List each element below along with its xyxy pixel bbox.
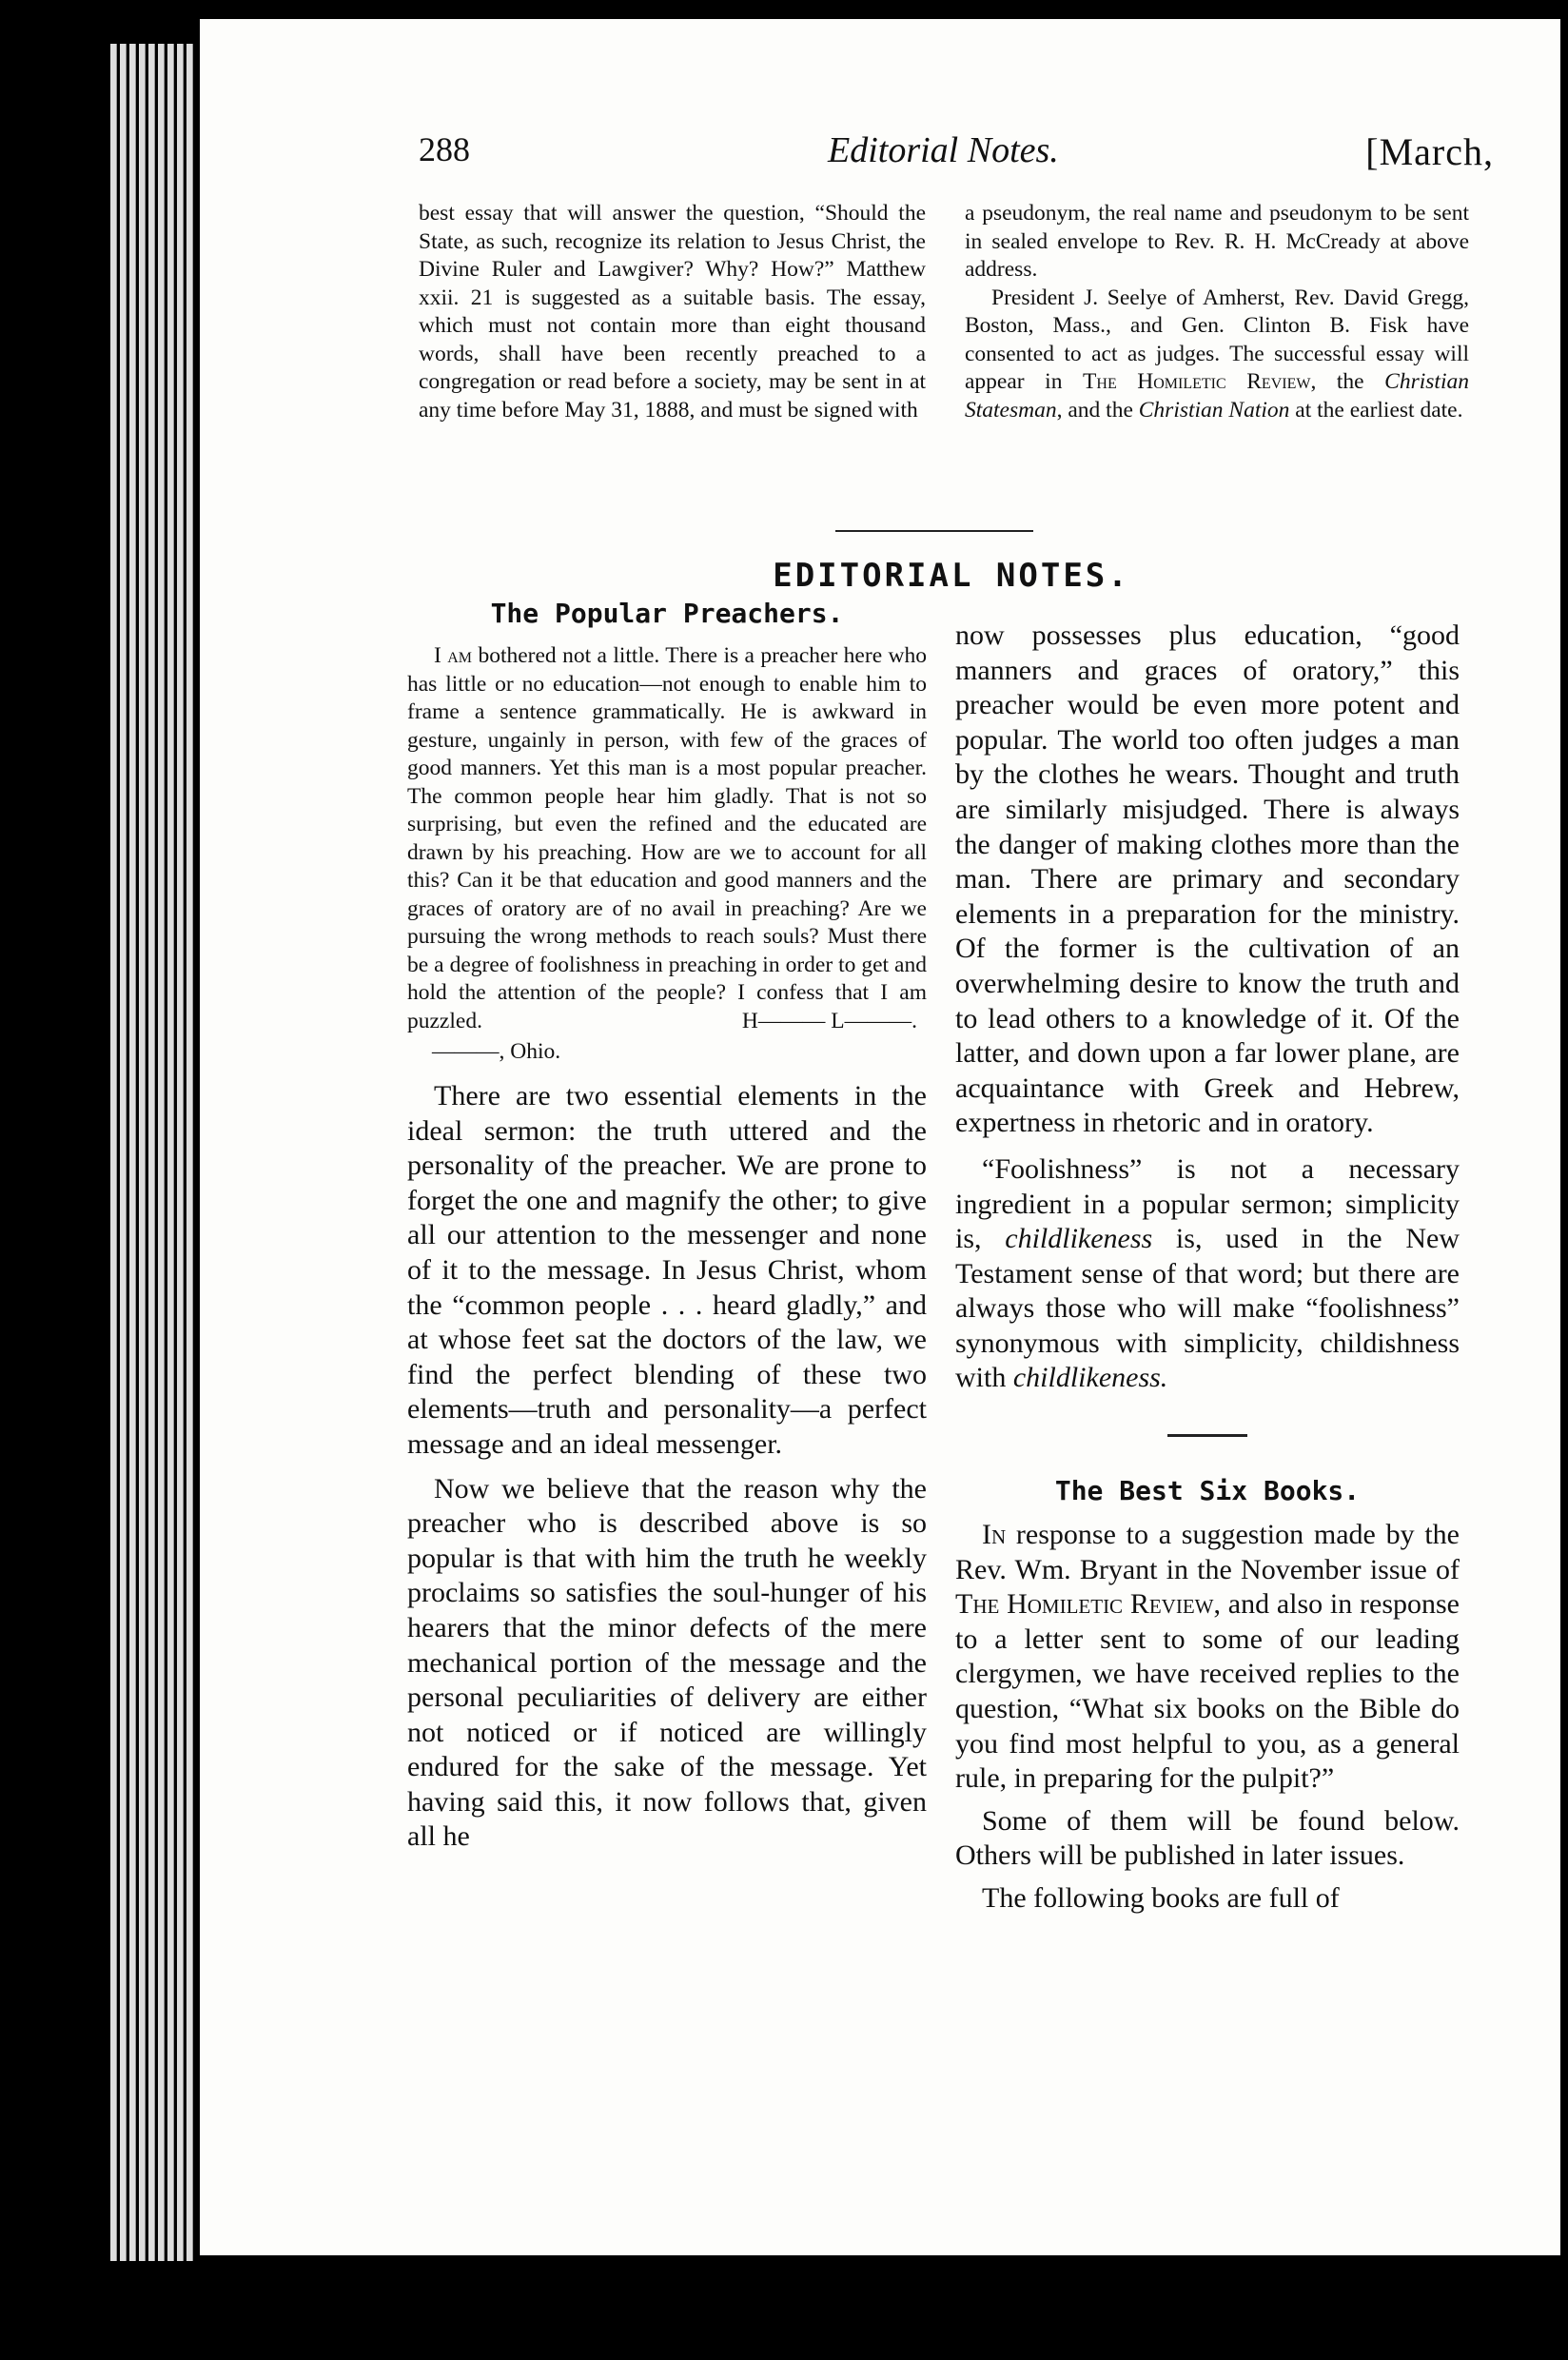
reader-letter: I am bothered not a little. There is a preacher here who has little or no education—not enough to enable him to frame a sentence grammatically. He is awkward in gesture, ungainly in person, with few of the graces of good manners. Yet this man is a most popular preacher. The common people hear him gladly. That is not so surprising, but even the refined and the educated are drawn by his preaching. How are we to account for all this? Can it be that education and good manners and the graces of oratory are of no avail in preaching? Are we pursuing the wrong methods to reach souls? Must there be a degree of foolishness in preaching in order to get and hold the attention of the people? I confess that I am puzzled. bbox=[407, 643, 927, 1033]
right-column bbox=[955, 619, 1460, 1917]
popular-reason-paragraph: Now we believe that the reason why the preacher who is described above is so popular is that with him the truth he weekly proclaims so satisfies the soul-hunger of his hearers that the minor defects of the mere mechanical portion of the message and the personal peculiarities of delivery are either not noticed or if noticed are willingly endured for the sake of the message. Yet having said this, it now follows that, given all he bbox=[407, 1472, 927, 1853]
letter-location: ———, Ohio. bbox=[432, 1038, 561, 1064]
top-right-column bbox=[965, 200, 1469, 424]
foolishness-paragraph: “Foolishness” is not a necessary ingredient in a popular sermon; simplicity is, childlikeness is, used in the New Testament sense of that word; but there are always those who will make “foolishness” synonymous with simplicity, childishness with childlikeness. bbox=[955, 1152, 1460, 1394]
subsection-rule bbox=[1167, 1434, 1247, 1437]
section-rule bbox=[835, 530, 1033, 532]
running-title: Editorial Notes. bbox=[828, 130, 1059, 170]
running-header bbox=[419, 122, 1494, 188]
following-books-paragraph: The following books are full of bbox=[982, 1882, 1340, 1914]
popular-preachers-title: The Popular Preachers. bbox=[490, 598, 844, 629]
running-month: [March, bbox=[1365, 130, 1494, 173]
continuation-paragraph: now possesses plus education, “good manners and graces of oratory,” this preacher would be even more potent and popular. The world too often judges a man by the clothes he wears. Thought and truth are similarly misjudged. There is always the danger of making clothes more than the man. There are primary and secondary elements in a preparation for the ministry. Of the former is the cultivation of an overwhelming desire to know the truth and to lead others to a knowledge of it. Of the latter, and down upon a far lower plane, are acquaintance with Greek and Hebrew, expertness in rhetoric and in oratory. bbox=[955, 620, 1460, 1139]
letter-signature: H——— L———. bbox=[741, 1009, 917, 1033]
replies-paragraph: Some of them will be found below. Others will be published in later issues. bbox=[955, 1804, 1460, 1872]
books-request-paragraph: In response to a suggestion made by the Rev. Wm. Bryant in the November issue of The Homiletic Review, and also in response to a letter sent to some of our leading clergymen, we have received replies to the question, “What six books on the Bible do you find most helpful to you, as a general rule, in preparing for the pulpit?” bbox=[955, 1519, 1460, 1795]
best-six-books-title: The Best Six Books. bbox=[1054, 1475, 1361, 1507]
page-number: 288 bbox=[419, 130, 470, 168]
pseudonym-paragraph: a pseudonym, the real name and pseudonym to be sent in sealed envelope to Rev. R. H. McCready at above address. bbox=[965, 201, 1469, 282]
left-column bbox=[407, 598, 927, 1855]
judges-paragraph: President J. Seelye of Amherst, Rev. David Gregg, Boston, Mass., and Gen. Clinton B. Fisk have consented to act as judges. The successful essay will appear in The Homiletic Review, the Christian Statesman, and the Christian Nation at the earliest date. bbox=[965, 285, 1469, 423]
ideal-sermon-paragraph: There are two essential elements in the ideal sermon: the truth uttered and the personality of the preacher. We are prone to forget the one and magnify the other; to give all our attention to the messenger and none of it to the message. In Jesus Christ, whom the “common people . . . heard gladly,” and at whose feet sat the doctors of the law, we find the perfect blending of these two elements—truth and personality—a perfect message and an ideal messenger. bbox=[407, 1080, 927, 1460]
top-left-paragraph bbox=[419, 200, 926, 424]
section-heading: EDITORIAL NOTES. bbox=[773, 557, 1130, 595]
essay-paragraph: best essay that will answer the question, “Should the State, as such, recognize its relation to Jesus Christ, the Divine Ruler and Lawgiver? Why? How?” Matthew xxii. 21 is suggested as a suitable basis. The essay, which must not contain more than eight thousand words, shall have been recently preached to a congregation or read before a society, may be sent in at any time before May 31, 1888, and must be signed with bbox=[419, 201, 926, 423]
